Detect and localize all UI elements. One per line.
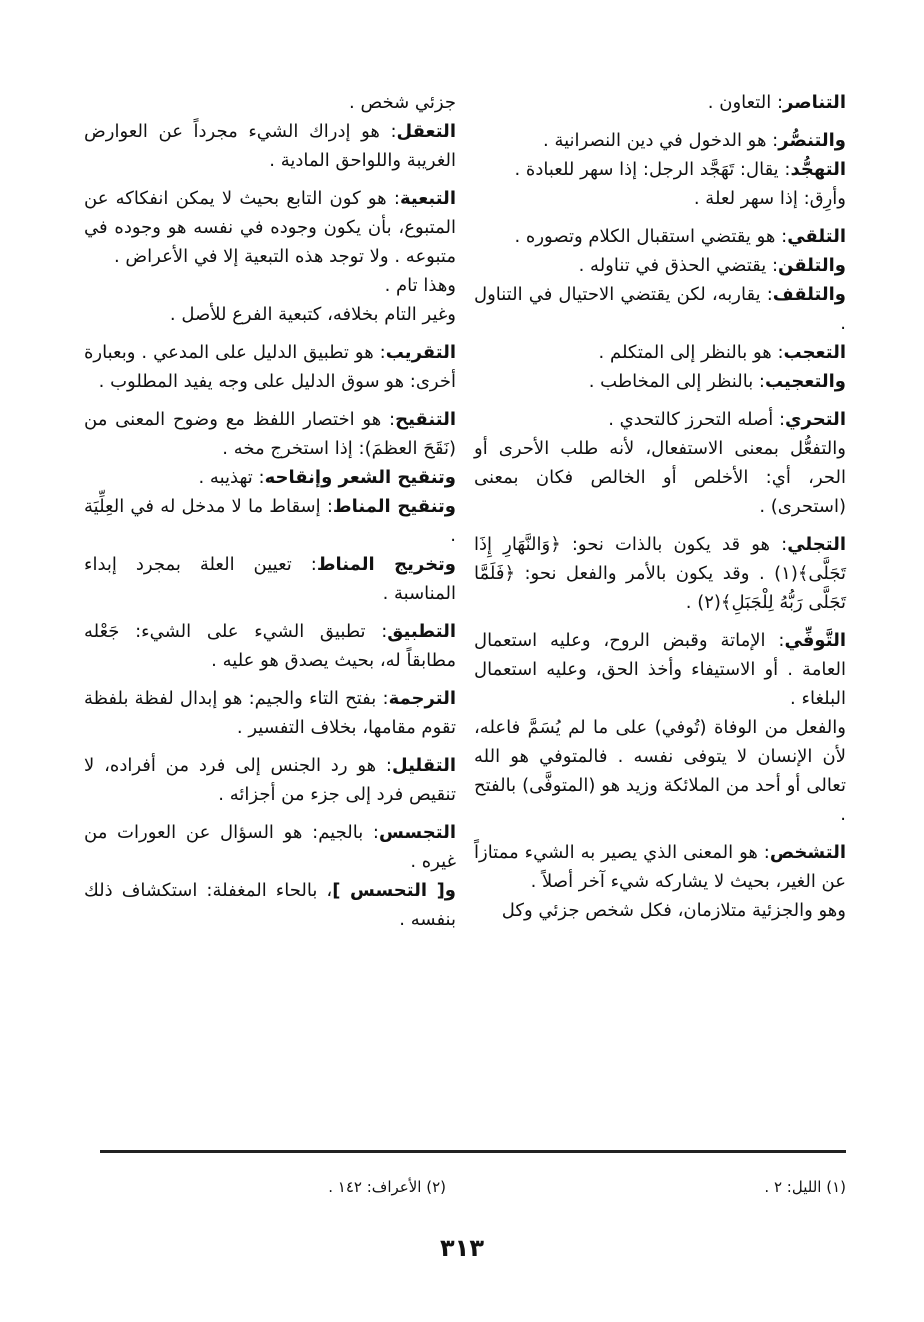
entry-text: : يقاربه، لكن يقتضي الاحتيال في التناول . [474, 284, 846, 334]
entry-line [84, 88, 456, 117]
entry-line [474, 126, 846, 155]
glossary-entry [474, 88, 846, 117]
entry-line [474, 88, 846, 117]
entry-line [84, 818, 456, 876]
entry-text: : تعيين العلة بمجرد إبداء المناسبة . [84, 554, 456, 604]
entry-line [84, 492, 456, 550]
entry-term: التهجُّد [790, 159, 846, 180]
entry-text: : هو يقتضي استقبال الكلام وتصوره . [514, 226, 788, 247]
entry-line [474, 838, 846, 896]
entry-term: التعقل [396, 121, 456, 142]
entry-text: : تطبيق الشيء على الشيء: جَعْله مطابقاً له، بحيث يصدق هو عليه . [84, 621, 456, 671]
entry-line [84, 463, 456, 492]
entry-term: التجلي [787, 534, 846, 555]
entry-line [84, 684, 456, 742]
entry-term: التشخص [769, 842, 846, 863]
entry-term: التنقيح [395, 409, 456, 430]
entry-line [474, 280, 846, 338]
entry-text: جزئي شخص . [349, 92, 456, 113]
right-column [474, 88, 846, 934]
entry-text: : أصله التحرز كالتحدي . [608, 409, 786, 430]
left-column [84, 88, 456, 943]
entry-line [84, 184, 456, 271]
glossary-entry [84, 88, 456, 175]
glossary-entry [474, 222, 846, 396]
entry-line [474, 155, 846, 184]
entry-text: : الإماتة وقبض الروح، وعليه استعمال العامة . أو الاستيفاء وأخذ الحق، وعليه استعمال البلغاء . [474, 630, 846, 709]
entry-text: : يقتضي الحذق في تناوله . [578, 255, 779, 276]
glossary-entry [84, 405, 456, 608]
footnote-2: (٢) الأعراف: ١٤٢ . [328, 1178, 446, 1196]
entry-line [474, 251, 846, 280]
glossary-entry [474, 405, 846, 521]
entry-line [84, 338, 456, 396]
entry-text: : بفتح التاء والجيم: هو إبدال لفظة بلفظة تقوم مقامها، بخلاف التفسير . [84, 688, 456, 738]
footnote-divider [100, 1150, 846, 1153]
entry-term: وتنقيح الشعر وإنقاحه [264, 467, 456, 488]
entry-text: وأرِق: إذا سهر لعلة . [693, 188, 846, 209]
entry-line [474, 530, 846, 617]
entry-term: التحري [785, 409, 846, 430]
entry-term: التطبيق [387, 621, 456, 642]
entry-line [474, 405, 846, 434]
entry-text: : يقال: تَهَجَّد الرجل: إذا سهر للعبادة . [514, 159, 791, 180]
glossary-entry [84, 751, 456, 809]
entry-line [474, 896, 846, 925]
entry-line [84, 876, 456, 934]
entry-line [84, 300, 456, 329]
entry-term: والتلقف [772, 284, 846, 305]
entry-term: التقريب [385, 342, 456, 363]
entry-line [474, 367, 846, 396]
entry-line [84, 117, 456, 175]
entry-text: : هو قد يكون بالذات نحو: ﴿وَالنَّهَارِ إِذَا تَجَلَّى﴾(١) . وقد يكون بالأمر والفعل نحو: ﴿فَلَمَّا تَجَلَّى رَبُّهُ لِلْجَبَلِ﴾(٢) . [474, 534, 846, 613]
entry-text: : بالجيم: هو السؤال عن العورات من غيره . [84, 822, 456, 872]
entry-text: : هو الدخول في دين النصرانية . [543, 130, 779, 151]
entry-line [474, 184, 846, 213]
entry-text: ، بالحاء المغفلة: استكشاف ذلك بنفسه . [84, 880, 456, 930]
entry-line [474, 222, 846, 251]
entry-text: : تهذيبه . [198, 467, 265, 488]
entry-text: وهو والجزئية متلازمان، فكل شخص جزئي وكل [501, 900, 846, 921]
entry-term: وتنقيح المناط [332, 496, 456, 517]
entry-text: : هو اختصار اللفظ مع وضوح المعنى من (نَقَحَ العظمَ): إذا استخرج مخه . [84, 409, 456, 459]
entry-line [474, 434, 846, 521]
entry-text: : هو رد الجنس إلى فرد من أفراده، لا تنقيص فرد إلى جزء من أجزائه . [84, 755, 456, 805]
entry-line [84, 550, 456, 608]
entry-text: : هو كون التابع بحيث لا يمكن انفكاكه عن المتبوع، بأن يكون وجوده في نفسه هو وجوده في متبوعه . ولا توجد هذه التبعية إلا في الأعراض . [84, 188, 456, 267]
entry-text: : هو تطبيق الدليل على المدعي . وبعبارة أخرى: هو سوق الدليل على وجه يفيد المطلوب . [84, 342, 456, 392]
entry-term: التقليل [392, 755, 456, 776]
entry-term: التجسس [378, 822, 456, 843]
entry-line [474, 713, 846, 829]
glossary-entry [84, 818, 456, 934]
entry-text: : إسقاط ما لا مدخل له في العِلِّيَة . [84, 496, 456, 546]
glossary-entry [474, 626, 846, 829]
glossary-entry [474, 530, 846, 617]
entry-term: والتلقن [778, 255, 846, 276]
entry-term: التعجب [783, 342, 846, 363]
entry-term: والتعجيب [765, 371, 846, 392]
entry-term: التَّوفِّي [784, 630, 846, 651]
entry-line [84, 271, 456, 300]
glossary-entry [474, 838, 846, 925]
entry-term: وتخريج المناط [316, 554, 456, 575]
entry-text: والتفعُّل بمعنى الاستفعال، لأنه طلب الأحرى أو الحر، أي: الأخلص أو الخالص فكان بمعنى (استحرى) . [474, 438, 846, 517]
entry-term: التلقي [787, 226, 846, 247]
glossary-entry [84, 617, 456, 675]
entry-text: : التعاون . [707, 92, 784, 113]
glossary-entry [84, 184, 456, 329]
entry-line [84, 617, 456, 675]
entry-term: و[ التحسس ] [332, 880, 456, 901]
entry-term: التبعية [399, 188, 456, 209]
entry-term: والتنصُّر [778, 130, 846, 151]
entry-text: : هو بالنظر إلى المتكلم . [598, 342, 784, 363]
entry-term: الترجمة [388, 688, 456, 709]
glossary-entry [84, 684, 456, 742]
entry-line [474, 626, 846, 713]
entry-text: وهذا تام . [384, 275, 456, 296]
entry-text: : بالنظر إلى المخاطب . [588, 371, 765, 392]
entry-line [84, 751, 456, 809]
glossary-entry [84, 338, 456, 396]
entry-line [474, 338, 846, 367]
entry-text: : هو المعنى الذي يصير به الشيء ممتازاً عن الغير، بحيث لا يشاركه شيء آخر أصلاً . [474, 842, 846, 892]
entry-term: التناصر [783, 92, 846, 113]
footnote-1: (١) الليل: ٢ . [764, 1178, 846, 1196]
entry-text: : هو إدراك الشيء مجرداً عن العوارض الغريبة واللواحق المادية . [84, 121, 456, 171]
page-number: ٣١٣ [440, 1234, 484, 1262]
entry-line [84, 405, 456, 463]
entry-text: والفعل من الوفاة (تُوفي) على ما لم يُسَمَّ فاعله، لأن الإنسان لا يتوفى نفسه . فالمتوفي هو الله تعالى أو أحد من الملائكة وزيد هو (المتوفَّى) بالفتح . [474, 717, 846, 825]
glossary-entry [474, 126, 846, 213]
entry-text: وغير التام بخلافه، كتبعية الفرع للأصل . [169, 304, 456, 325]
